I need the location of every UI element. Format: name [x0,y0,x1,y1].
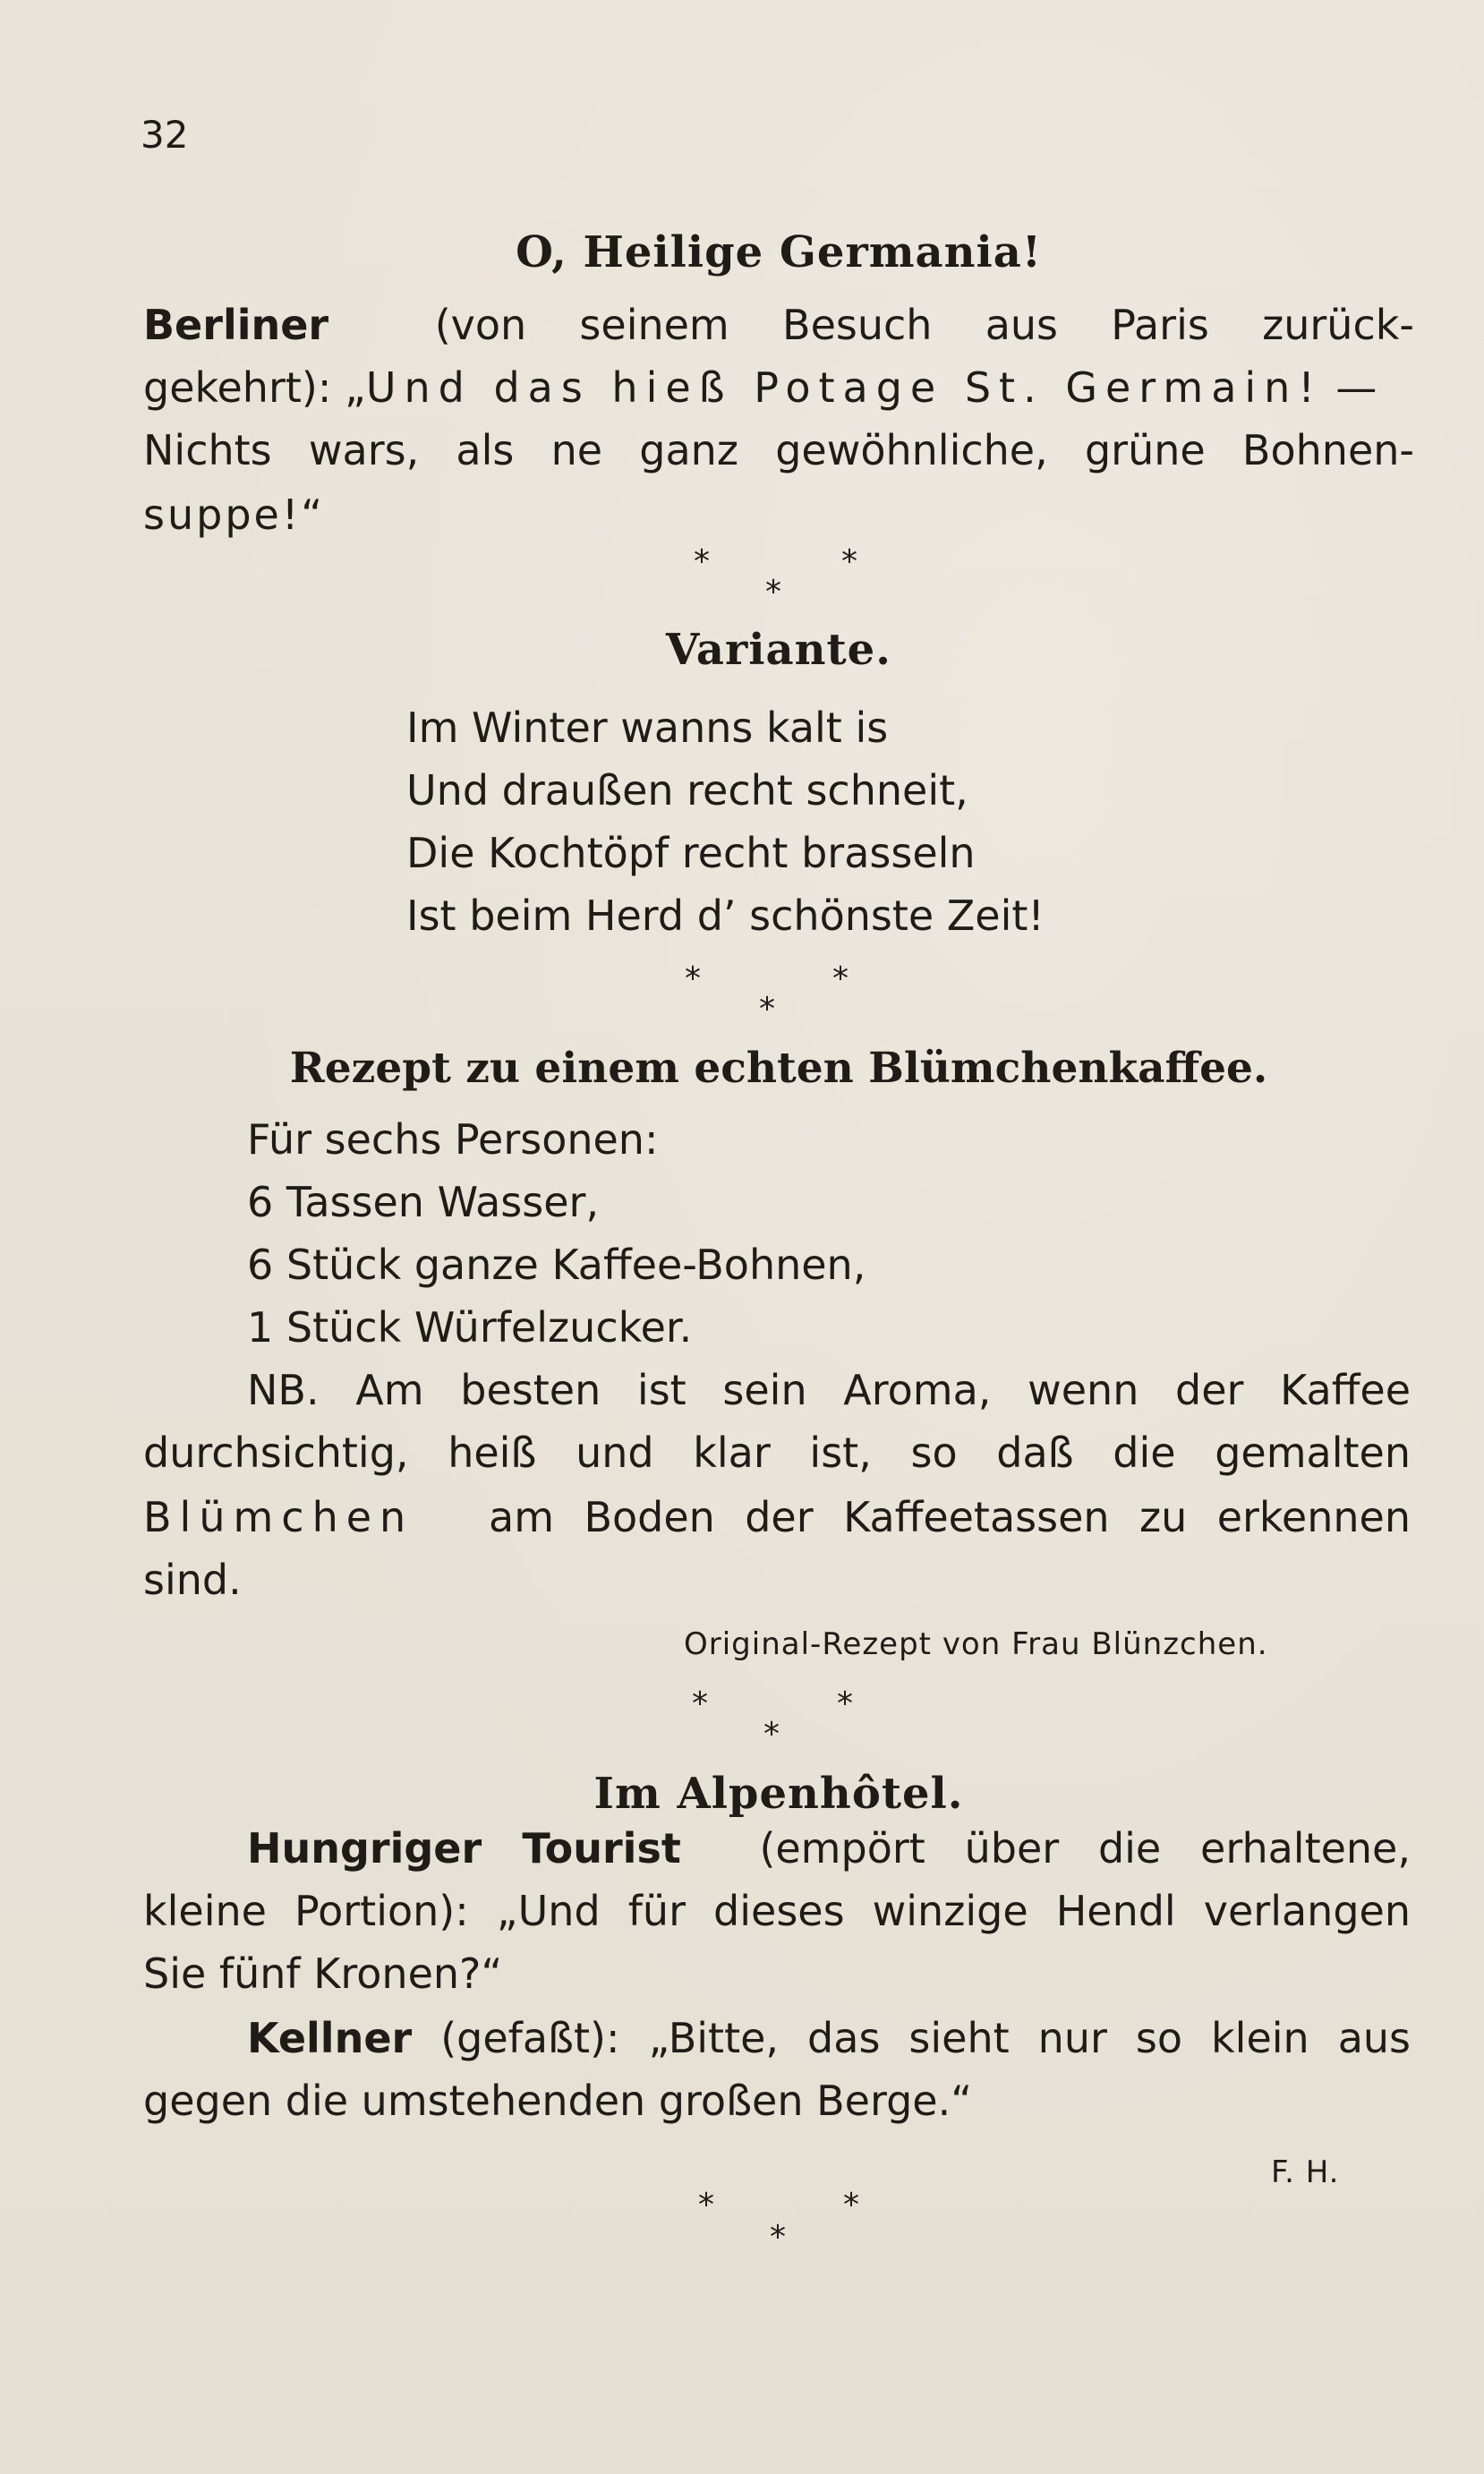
recipe-note-3-rest: am Boden der Kaffeetassen zu erkennen [489,1493,1411,1541]
star: * [759,991,775,1028]
germania-line-2b: — [1322,363,1377,412]
star: * [694,543,710,580]
asterism-4 [0,2187,1484,2256]
verse-line-1: Im Winter wanns kalt is [406,704,889,752]
verse-line-2: Und draußen recht schneit, [406,766,968,815]
star: * [692,1685,708,1722]
germania-line-2 [143,363,1377,412]
asterism-3 [0,1685,1484,1753]
heading-germania: O, Heilige Germania! [516,227,1042,277]
germania-line-4: suppe!“ [143,491,326,539]
verse-line-3: Die Kochtöpf recht brasseln [406,829,976,877]
recipe-item-1: Für sechs Personen: [247,1115,659,1164]
speaker-tourist: Hungriger Tourist [247,1824,681,1873]
hotel-line-3: Sie fünf Kronen?“ [143,1949,503,1998]
recipe-note-4: sind. [143,1556,242,1604]
germania-line-1-text: (von seinem Besuch aus Paris zurück- [434,301,1414,349]
recipe-item-2: 6 Tassen Wasser, [247,1178,600,1226]
germania-line-1 [143,301,1414,349]
heading-alpenhotel: Im Alpenhôtel. [593,1769,964,1819]
hotel-line-1-text: (empört über die erhaltene, [759,1824,1411,1873]
star: * [763,1716,780,1753]
spaced-bluemchen: Blümchen [143,1493,414,1541]
germania-line-3: Nichts wars, als ne ganz gewöhnliche, grüne Bohnen- [143,426,1414,474]
recipe-note-2: durchsichtig, heiß und klar ist, so daß die gemalten [143,1429,1411,1477]
recipe-note-1: NB. Am besten ist sein Aroma, wenn der Kaffee [247,1366,1411,1414]
recipe-source: Original-Rezept von Frau Blünzchen. [684,1626,1268,1662]
signature: F. H. [1271,2154,1340,2190]
germania-line-2a: gekehrt): „ [143,363,366,412]
hotel-line-2: kleine Portion): „Und für dieses winzige Hendl verlangen [143,1887,1411,1935]
recipe-note-3 [143,1493,1411,1541]
page-number: 32 [141,113,189,157]
verse-line-4: Ist beim Herd d’ schönste Zeit! [406,891,1045,940]
hotel-line-4 [247,2014,1411,2062]
star: * [698,2187,714,2223]
recipe-item-3: 6 Stück ganze Kaffee-Bohnen, [247,1241,866,1289]
germania-spaced-quote: Und das hieß Potage St. Germain! [365,363,1323,412]
star: * [843,2187,859,2223]
star: * [765,574,781,610]
hotel-line-5: gegen die umstehenden großen Berge.“ [143,2077,973,2125]
heading-rezept: Rezept zu einem echten Blümchenkaffee. [289,1044,1268,1093]
asterism-1 [0,543,1484,610]
star: * [837,1685,853,1722]
hotel-line-1 [247,1824,1411,1873]
star: * [685,960,701,997]
heading-variante: Variante. [666,625,891,675]
recipe-item-4: 1 Stück Würfelzucker. [247,1303,693,1352]
speaker-berliner: Berliner [143,301,329,349]
asterism-2 [0,960,1484,1028]
hotel-line-4-text: (gefaßt): „Bitte, das sieht nur so klein aus [440,2014,1411,2062]
star: * [832,960,849,997]
star: * [770,2219,786,2256]
star: * [841,543,857,580]
speaker-kellner: Kellner [247,2014,413,2062]
